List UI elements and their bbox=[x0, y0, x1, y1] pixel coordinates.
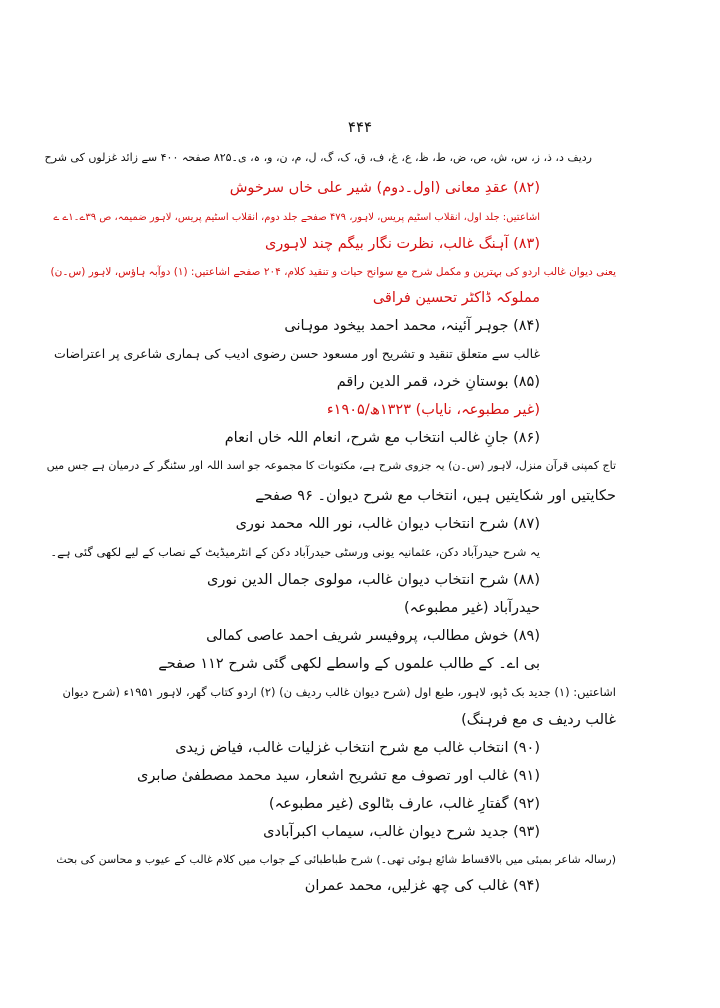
text-line-8: غالب سے متعلق تنقید و تشریح اور مسعود حسن رضوی ادیب کی ہماری شاعری پر اعتراضات bbox=[53, 346, 540, 361]
text-line-5: یعنی دیوان غالب اردو کی بہترین و مکمل شرح مع سوانح حیات و تنقید کلام، ۲۰۴ صفحے اشاعتیں: (۱) دوآبہ ہاؤس، لاہور (س۔ن) bbox=[50, 266, 616, 278]
text-line-15: یہ شرح حیدرآباد دکن، عثمانیہ یونی ورسٹی حیدرآباد دکن کے انٹرمیڈیٹ کے نصاب کے لیے لکھی گئی ہے۔ bbox=[50, 545, 540, 559]
text-line-19: بی اے۔ کے طالب علموں کے واسطے لکھی گئی شرح ۱۱۲ صفحے bbox=[158, 656, 540, 672]
text-line-14: (۸۷) شرح انتخاب دیوان غالب، نور اللہ محمد نوری bbox=[235, 516, 540, 532]
text-line-4: (۸۳) آہنگ غالب، نظرت نگار بیگم چند لاہوری bbox=[264, 236, 540, 252]
text-line-12: تاج کمپنی قرآن منزل، لاہور (س۔ن) یہ جزوی شرح ہے، مکتوبات کا مجموعہ جو اسد اللہ اور سٹنگر کے درمیان ہے جس میں bbox=[46, 459, 616, 472]
text-line-2: (۸۲) عقدِ معانی (اول۔دوم) شیر علی خاں سرخوش bbox=[229, 180, 540, 196]
text-line-26: (رسالہ شاعر بمبئی میں بالاقساط شائع ہوئی تھی۔) شرح طباطبائی کے جواب میں کلام غالب کے عیوب و محاسن کی بحث bbox=[56, 853, 616, 866]
text-line-23: (۹۱) غالب اور تصوف مع تشریح اشعار، سید محمد مصطفیٰ صابری bbox=[137, 768, 540, 784]
text-line-6: مملوکہ ڈاکٹر تحسین فراقی bbox=[372, 290, 540, 306]
text-line-11: (۸۶) جانِ غالب انتخاب مع شرح، انعام اللہ خاں انعام bbox=[224, 430, 540, 446]
text-line-3: اشاعتیں: جلد اول، انقلاب اسٹیم پریس، لاہور، ۴۷۹ صفحے جلد دوم، انقلاب اسٹیم پریس، لاہور ضمیمہ، ص ۳۹ے۔۱ے ے bbox=[53, 212, 540, 223]
text-line-7: (۸۴) جوہر آئینہ، محمد احمد بیخود موہانی bbox=[284, 318, 540, 334]
page-number: ۴۴۴ bbox=[347, 118, 373, 136]
text-line-13: حکایتیں اور شکایتیں ہیں، انتخاب مع شرح دیوان۔ ۹۶ صفحے bbox=[255, 488, 616, 504]
text-line-21: غالب ردیف ی مع فرہنگ) bbox=[461, 712, 616, 728]
text-line-20: اشاعتیں: (۱) جدید بک ڈپو، لاہور، طبع اول (شرح دیوان غالب ردیف ن) (۲) اردو کتاب گھر، لاہور ۱۹۵۱ء (شرح دیوان bbox=[62, 685, 616, 699]
text-line-10: (غیر مطبوعہ، نایاب) ۱۳۲۳ھ/۱۹۰۵ء bbox=[326, 402, 540, 418]
text-line-22: (۹۰) انتخاب غالب مع شرح انتخاب غزلیات غالب، فیاض زیدی bbox=[175, 740, 540, 756]
text-line-27: (۹۴) غالب کی چھ غزلیں، محمد عمران bbox=[304, 878, 540, 894]
text-line-9: (۸۵) بوستانِ خرد، قمر الدین راقم bbox=[336, 374, 540, 390]
text-line-24: (۹۲) گفتارِ غالب، عارف بٹالوی (غیر مطبوعہ) bbox=[268, 796, 540, 812]
text-line-1: ردیف د، ذ، ز، س، ش، ص، ض، ط، ظ، ع، غ، ف، ق، ک، گ، ل، م، ن، و، ہ، ی۔۸۲۵ صفحہ ۴۰۰ سے زائد غزلوں کی شرح bbox=[44, 151, 592, 164]
text-line-17: حیدرآباد (غیر مطبوعہ) bbox=[403, 600, 540, 616]
text-line-16: (۸۸) شرح انتخاب دیوان غالب، مولوی جمال الدین نوری bbox=[207, 572, 540, 588]
text-line-25: (۹۳) جدید شرح دیوان غالب، سیماب اکبرآبادی bbox=[263, 824, 540, 840]
text-line-18: (۸۹) خوش مطالب، پروفیسر شریف احمد عاصی کمالی bbox=[206, 628, 540, 644]
